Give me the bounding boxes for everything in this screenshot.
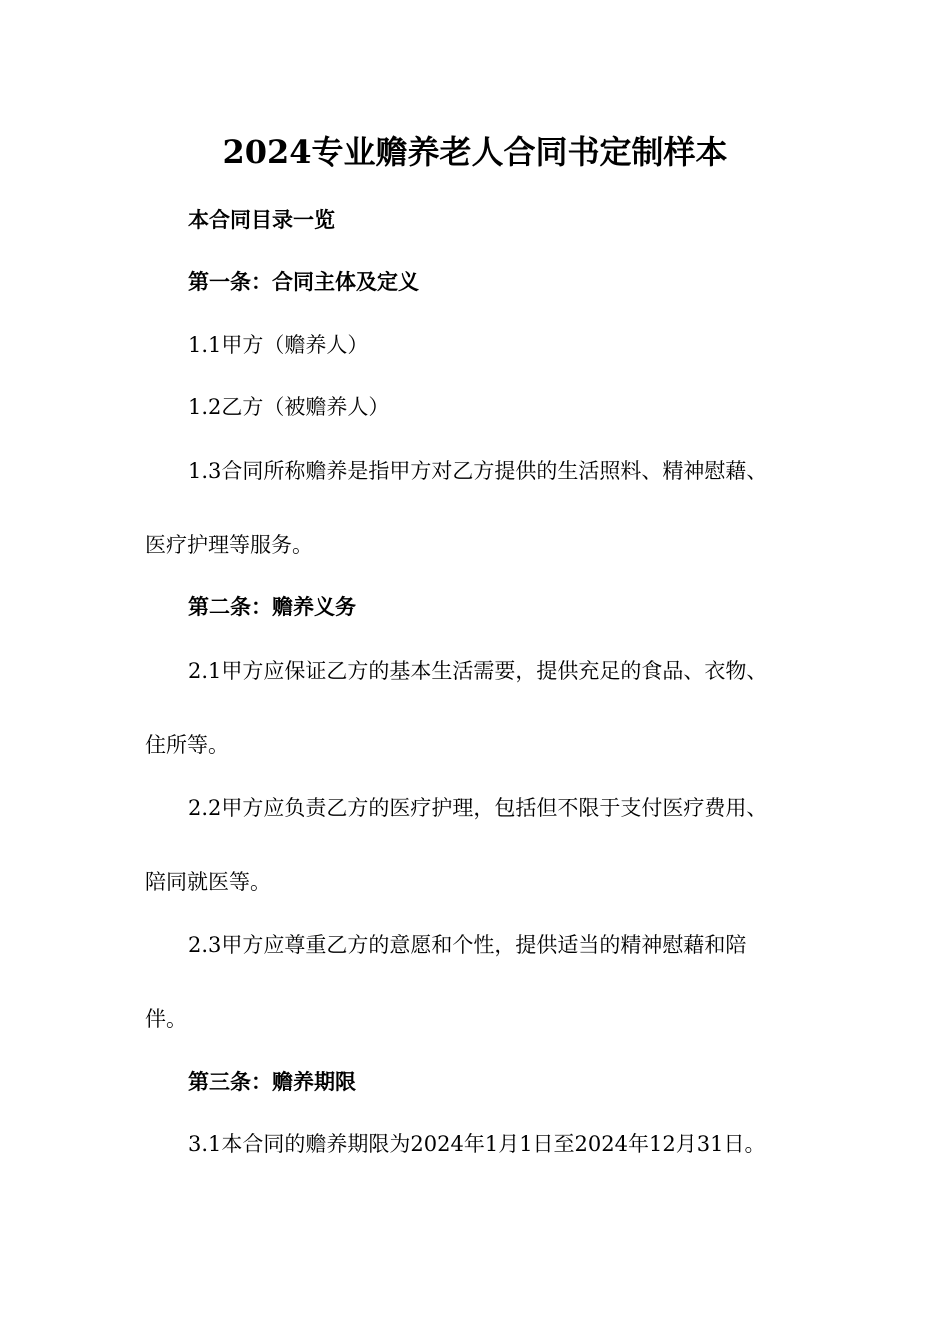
clause-2-2-line1: 2.2甲方应负责乙方的医疗护理，包括但不限于支付医疗费用、 — [188, 796, 768, 820]
clause-1-3-line2: 医疗护理等服务。 — [145, 533, 313, 557]
document-title: 2024专业赡养老人合同书定制样本 — [222, 133, 728, 171]
clause-2-1-line1: 2.1甲方应保证乙方的基本生活需要，提供充足的食品、衣物、 — [188, 659, 768, 683]
article-3-heading: 第三条：赡养期限 — [188, 1069, 356, 1094]
clause-2-3-line2: 伴。 — [145, 1007, 187, 1031]
clause-2-2-line2: 陪同就医等。 — [145, 870, 271, 894]
clause-1-3-line1: 1.3合同所称赡养是指甲方对乙方提供的生活照料、精神慰藉、 — [188, 459, 768, 483]
clause-1-2: 1.2乙方（被赡养人） — [188, 395, 390, 419]
article-1-heading: 第一条：合同主体及定义 — [188, 269, 419, 294]
clause-3-1: 3.1本合同的赡养期限为2024年1月1日至2024年12月31日。 — [188, 1132, 766, 1156]
article-2-heading: 第二条：赡养义务 — [188, 594, 356, 619]
clause-2-3-line1: 2.3甲方应尊重乙方的意愿和个性，提供适当的精神慰藉和陪 — [188, 933, 747, 957]
toc-heading: 本合同目录一览 — [188, 207, 335, 232]
clause-1-1: 1.1甲方（赡养人） — [188, 333, 369, 357]
clause-2-1-line2: 住所等。 — [145, 733, 229, 757]
